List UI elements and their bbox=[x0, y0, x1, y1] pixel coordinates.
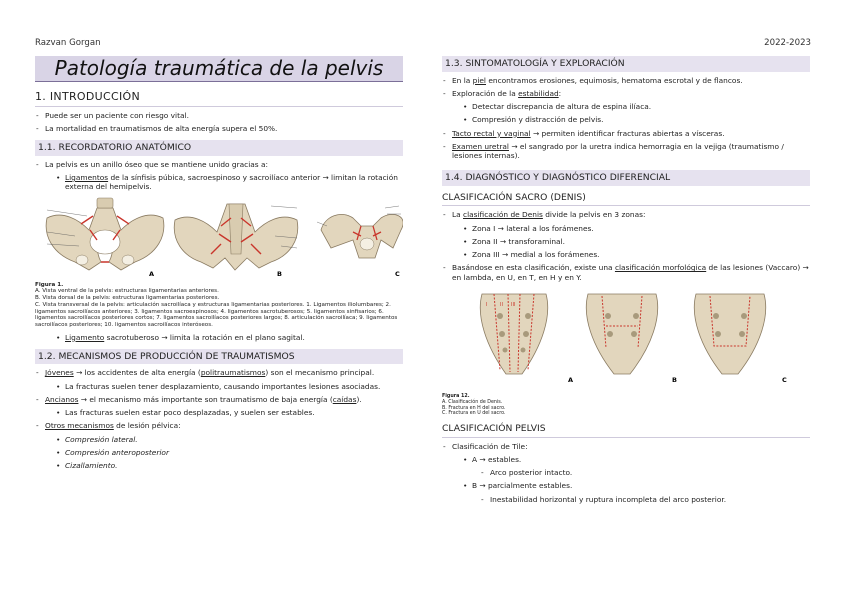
intro-list bbox=[35, 111, 403, 134]
text: → permiten identificar fracturas abiertas a vísceras. bbox=[530, 128, 725, 138]
figure-caption-title: Figura 12. bbox=[442, 394, 470, 399]
sintomatologia-list bbox=[442, 76, 810, 161]
page-title: Patología traumática de la pelvis bbox=[54, 56, 384, 80]
term: clasificación de Denis bbox=[463, 210, 543, 220]
list-item bbox=[35, 421, 403, 430]
figure-caption bbox=[442, 394, 810, 417]
right-column bbox=[442, 56, 810, 508]
text: → los accidentes de alta energía ( bbox=[73, 368, 201, 378]
list-item bbox=[442, 129, 810, 138]
page-title-banner bbox=[35, 56, 403, 82]
term: Tacto rectal y vaginal bbox=[452, 128, 531, 138]
section-heading-introduccion: 1. INTRODUCCIÓN bbox=[35, 90, 403, 107]
term: clasificación morfológica bbox=[614, 263, 707, 273]
figure-label-c: C bbox=[395, 269, 400, 278]
academic-year: 2022-2023 bbox=[764, 38, 811, 48]
pelvis-ventral-view bbox=[46, 198, 164, 270]
list-item: • Compresión anteroposterior bbox=[55, 448, 403, 457]
figure-label-b: B bbox=[672, 375, 677, 384]
list-item: • Zona II → transforaminal. bbox=[462, 237, 810, 246]
term: piel bbox=[472, 75, 486, 85]
section-heading-diagnostico: 1.4. DIAGNÓSTICO Y DIAGNÓSTICO DIFERENCIAL bbox=[442, 170, 810, 186]
list-item bbox=[55, 173, 403, 192]
text: En la bbox=[452, 75, 473, 85]
sacrum-denis-zones bbox=[480, 294, 547, 374]
text: Exploración de la bbox=[452, 88, 519, 98]
list-item: - Arco posterior intacto. bbox=[480, 468, 810, 477]
text: encontramos erosiones, equimosis, hematoma escrotal y de flancos. bbox=[486, 75, 743, 85]
text: de la sínfisis púbica, sacroespinoso y sacroilíaco anterior → limitan la rotación externa del hemipelvis. bbox=[65, 173, 398, 192]
list-item: • La fracturas suelen tener desplazamiento, causando importantes lesiones asociadas. bbox=[55, 382, 403, 391]
list-item: • Cizallamiento. bbox=[55, 461, 403, 470]
text: La bbox=[452, 210, 463, 220]
text: ). bbox=[356, 394, 362, 404]
zone-label-ii: II bbox=[500, 301, 503, 308]
list-item bbox=[35, 395, 403, 404]
figure-caption-c: C. Vista transversal de la pelvis: articulación sacroilíaca y estructuras ligamentarias posteriores. 1. Ligamentos iliolumbares; 2. ligamentos sacroilíacos anteriores; 3. ligamentos sacroespinosos; 4. ligamentos sacrotuberosos; 5. ligamentos sinfisarios; 6. ligamentos sacroilíacos posteriores cortos; 7. ligamentos sacroilíacos posteriores largos; 8. articulación sacroilíaca; 9. ligamentos sacroilíacos posteriores; 10. ligamentos sacroilíacos interóseos. bbox=[35, 301, 398, 328]
text: de las lesiones (Vaccaro) → en lambda, en U, en T, en H y en Y. bbox=[452, 263, 809, 282]
mecanismos-list bbox=[35, 368, 403, 470]
term: Ancianos bbox=[45, 394, 79, 404]
figure-label-a: A bbox=[568, 375, 574, 384]
list-item: - La mortalidad en traumatismos de alta energía supera el 50%. bbox=[35, 124, 403, 133]
figure-caption bbox=[35, 282, 403, 329]
figure-caption-b: B. Fractura en H del sacro. bbox=[442, 405, 506, 411]
subheading-clasificacion-pelvis: CLASIFICACIÓN PELVIS bbox=[442, 421, 810, 438]
term: Jóvenes bbox=[45, 368, 74, 378]
list-item: • Compresión lateral. bbox=[55, 435, 403, 444]
author-name: Razvan Gorgan bbox=[35, 38, 101, 48]
sacrum-u-fracture bbox=[694, 294, 765, 374]
recordatorio-list bbox=[35, 160, 403, 192]
figure-caption-c: C. Fractura en U del sacro. bbox=[442, 411, 506, 417]
text: de lesión pélvica: bbox=[113, 421, 181, 431]
pelvis-transverse-view bbox=[317, 206, 403, 258]
list-item: • Las fracturas suelen estar poco desplazadas, y suelen ser estables. bbox=[55, 408, 403, 417]
list-item: - Inestabilidad horizontal y ruptura incompleta del arco posterior. bbox=[480, 495, 810, 504]
sacrum-fracture-illustration bbox=[442, 286, 810, 390]
text: → el sangrado por la uretra indica hemorragia en la vejiga (traumatismo / lesiones internas). bbox=[452, 141, 784, 160]
section-heading-sintomatologia: 1.3. SINTOMATOLOGÍA Y EXPLORACIÓN bbox=[442, 56, 810, 72]
list-item: - Puede ser un paciente con riesgo vital. bbox=[35, 111, 403, 120]
left-column bbox=[35, 56, 403, 474]
figure-caption-a: A. Vista ventral de la pelvis: estructuras ligamentarias anteriores. bbox=[35, 288, 219, 295]
text: divide la pelvis en 3 zonas: bbox=[542, 210, 646, 220]
sacrum-figure bbox=[442, 286, 810, 417]
list-item: • Detectar discrepancia de altura de espina ilíaca. bbox=[462, 102, 810, 111]
list-item bbox=[442, 210, 810, 219]
pelvis-dorsal-view bbox=[174, 204, 298, 270]
figure-label-a: A bbox=[149, 269, 155, 278]
sacrum-h-fracture bbox=[586, 294, 657, 374]
section-heading-mecanismos: 1.2. MECANISMOS DE PRODUCCIÓN DE TRAUMATISMOS bbox=[35, 349, 403, 365]
list-item: • Zona I → lateral a los forámenes. bbox=[462, 224, 810, 233]
figure-label-c: C bbox=[782, 375, 787, 384]
text: Basándose en esta clasificación, existe una bbox=[452, 263, 615, 273]
list-item bbox=[442, 76, 810, 85]
list-item bbox=[35, 368, 403, 377]
text: ) son el mecanismo principal. bbox=[265, 368, 375, 378]
term: Otros mecanismos bbox=[45, 421, 114, 431]
list-item bbox=[442, 263, 810, 282]
figure-caption-title: Figura 1. bbox=[35, 281, 64, 288]
term: Ligamentos bbox=[65, 173, 109, 182]
list-item: - Clasificación de Tile: bbox=[442, 442, 810, 451]
term: estabilidad bbox=[518, 88, 559, 98]
anatomy-figure bbox=[35, 196, 403, 329]
tile-list bbox=[442, 442, 810, 504]
list-item bbox=[55, 333, 403, 342]
list-item: • A → estables. bbox=[462, 455, 810, 464]
list-item: • Zona III → medial a los forámenes. bbox=[462, 250, 810, 259]
figure-caption-a: A. Clasificación de Denis. bbox=[442, 399, 503, 405]
figure-label-b: B bbox=[277, 269, 282, 278]
figure-caption-b: B. Vista dorsal de la pelvis: estructuras ligamentarias posteriores. bbox=[35, 295, 220, 302]
pelvis-ligaments-illustration bbox=[35, 196, 403, 278]
list-item bbox=[442, 142, 810, 161]
term: Examen uretral bbox=[452, 141, 509, 151]
term: Ligamento bbox=[65, 332, 105, 342]
list-item: - La pelvis es un anillo óseo que se mantiene unido gracias a: bbox=[35, 160, 403, 169]
zone-label-i: I bbox=[486, 301, 488, 308]
section-heading-recordatorio: 1.1. RECORDATORIO ANATÓMICO bbox=[35, 140, 403, 156]
list-item: • Compresión y distracción de pelvis. bbox=[462, 115, 810, 124]
text: : bbox=[558, 88, 562, 98]
text: → el mecanismo más importante son traumatismo de baja energía ( bbox=[78, 394, 333, 404]
zone-label-iii: III bbox=[511, 301, 516, 308]
denis-list bbox=[442, 210, 810, 282]
text: sacrotuberoso → limita la rotación en el plano sagital. bbox=[104, 332, 305, 342]
subheading-clasificacion-sacro: CLASIFICACIÓN SACRO (DENIS) bbox=[442, 190, 810, 207]
recordatorio-list-2 bbox=[35, 333, 403, 342]
term: caídas bbox=[332, 394, 357, 404]
list-item: • B → parcialmente estables. bbox=[462, 481, 810, 490]
term: politraumatismos bbox=[200, 368, 266, 378]
list-item bbox=[442, 89, 810, 98]
